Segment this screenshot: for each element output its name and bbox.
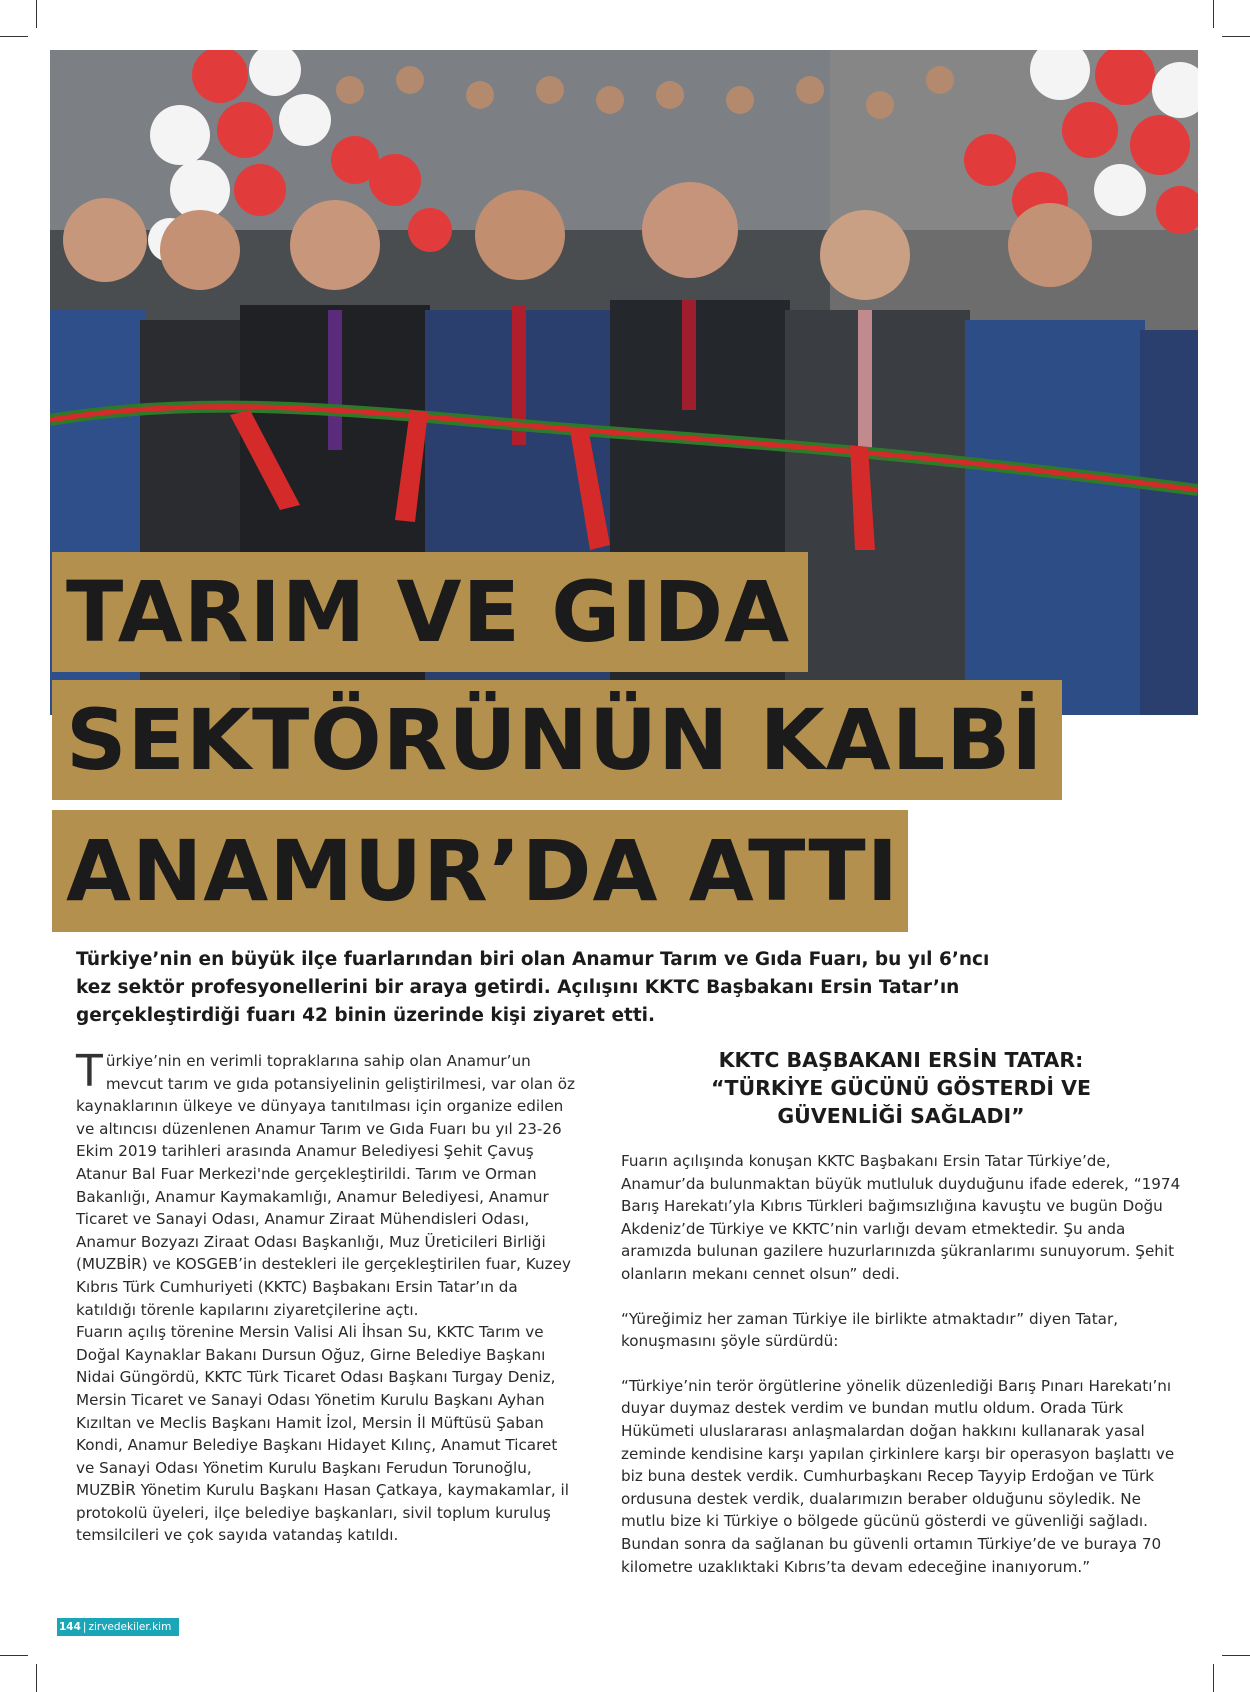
headline-line-1: TARIM VE GIDA: [52, 552, 808, 672]
left-paragraph-1-text: ürkiye’nin en verimli topraklarına sahip olan Anamur’un mevcut tarım ve gıda potansiyelinin geliştirilmesi, var olan öz kaynaklarının ülkeye ve dünyaya tanıtılması için organize edilen ve altıncısı düzenlenen Anamur Tarım ve Gıda Fuarı bu yıl 23-26 Ekim 2019 tarihleri arasında Anamur Belediyesi Şehit Çavuş Atanur Bal Fuar Merkezi'nde gerçekleştirildi. Tarım ve Orman Bakanlığı, Anamur Kaymakamlığı, Anamur Belediyesi, Anamur Ticaret ve Sanayi Odası, Anamur Ziraat Mühendisleri Odası, Anamur Bozyazı Ziraat Odası Başkanlığı, Muz Üreticileri Birliği (MUZBİR) ve KOSGEB’in destekleri ile gerçekleştirilen fuar, Kuzey Kıbrıs Türk Cumhuriyeti (KKTC) Başbakanı Ersin Tatar’ın da katıldığı törenle kapılarını ziyaretçilerine açtı.: [76, 1052, 575, 1319]
crop-mark: [36, 0, 37, 28]
subhead-line-1: KKTC BAŞBAKANI ERSİN TATAR:: [718, 1048, 1084, 1072]
subhead-line-2: “TÜRKİYE GÜCÜNÜ GÖSTERDİ VE: [711, 1076, 1091, 1100]
section-subhead: [621, 1046, 1181, 1130]
subhead-line-3: GÜVENLİĞİ SAĞLADI”: [777, 1104, 1025, 1128]
right-paragraph-1: Fuarın açılışında konuşan KKTC Başbakanı Ersin Tatar Türkiye’de, Anamur’da bulunmaktan büyük mutluluk duyduğunu ifade ederek, “1974 Barış Harekatı’yla Kıbrıs Türkleri bağımsızlığına kavuştu ve bugün Doğu Akdeniz’de Türkiye ve KKTC’nin varlığı devam etmektedir. Şu anda aramızda bulunan gazilere huzurlarınızda şükranlarımı sunuyorum. Şehit olanların mekanı cennet olsun” dedi.: [621, 1152, 1181, 1283]
drop-cap: T: [76, 1046, 103, 1097]
page-footer: 144 | zirvedekiler.kim: [57, 1618, 179, 1636]
right-paragraph-2: “Yüreğimiz her zaman Türkiye ile birlikte atmaktadır” diyen Tatar, konuşmasını şöyle sürdürdü:: [621, 1309, 1119, 1351]
crop-mark: [0, 1655, 28, 1656]
page-number: 144: [59, 1621, 81, 1633]
crop-mark: [1222, 36, 1250, 37]
right-column: [621, 1150, 1181, 1600]
crop-mark: [0, 36, 28, 37]
headline-line-2: SEKTÖRÜNÜN KALBİ: [52, 680, 1062, 800]
left-paragraph-1: [76, 1046, 576, 1321]
lead-paragraph: Türkiye’nin en büyük ilçe fuarlarından biri olan Anamur Tarım ve Gıda Fuarı, bu yıl 6’ncı kez sektör profesyonellerini bir araya getirdi. Açılışını KKTC Başbakanı Ersin Tatar’ın gerçekleştirdiği fuarı 42 binin üzerinde kişi ziyaret etti.: [76, 949, 990, 1026]
footer-site: zirvedekiler.kim: [88, 1621, 172, 1633]
headline-line-3: ANAMUR’DA ATTI: [52, 810, 908, 932]
left-column: [76, 1046, 576, 1547]
left-paragraph-2: Fuarın açılış törenine Mersin Valisi Ali İhsan Su, KKTC Tarım ve Doğal Kaynaklar Bakanı Dursun Oğuz, Girne Belediye Başkanı Nidai Güngördü, KKTC Türk Ticaret Odası Başkanı Turgay Deniz, Mersin Ticaret ve Sanayi Odası Yönetim Kurulu Başkanı Ayhan Kızıltan ve Meclis Başkanı Hamit İzol, Mersin İl Müftüsü Şaban Kondi, Anamur Belediye Başkanı Hidayet Kılınç, Anamut Ticaret ve Sanayi Odası Yönetim Kurulu Başkanı Ferudun Torunoğlu, MUZBİR Yönetim Kurulu Başkanı Hasan Çatkaya, kaymakamlar, il protokolü üyeleri, ilçe belediye başkanları, sivil toplum kuruluş temsilcileri ve çok sayıda vatandaş katıldı.: [76, 1323, 569, 1545]
crop-mark: [1213, 1664, 1214, 1692]
crop-mark: [1222, 1655, 1250, 1656]
right-paragraph-3: “Türkiye’nin terör örgütlerine yönelik düzenlediği Barış Pınarı Harekatı’nı duyar duymaz destek verdim ve bundan mutlu oldum. Orada Türk Hükümeti uluslararası anlaşmalardan doğan hakkını kullanarak yasal zeminde kendisine karşı yapılan çirkinlere karşı bir operasyon başlattı ve biz buna destek verdik. Cumhurbaşkanı Recep Tayyip Erdoğan ve Türk ordusuna destek verdik, dualarımızın beraber olduğunu söyledik. Ne mutlu bize ki Türkiye o bölgede gücünü gösterdi ve güvenliği sağladı. Bundan sonra da sağlanan bu güvenli ortamın Türkiye’de ve buraya 70 kilometre uzaklıktaki Kıbrıs’ta devam edeceğine inanıyorum.”: [621, 1376, 1175, 1576]
crop-mark: [36, 1664, 37, 1692]
crop-mark: [1213, 0, 1214, 28]
